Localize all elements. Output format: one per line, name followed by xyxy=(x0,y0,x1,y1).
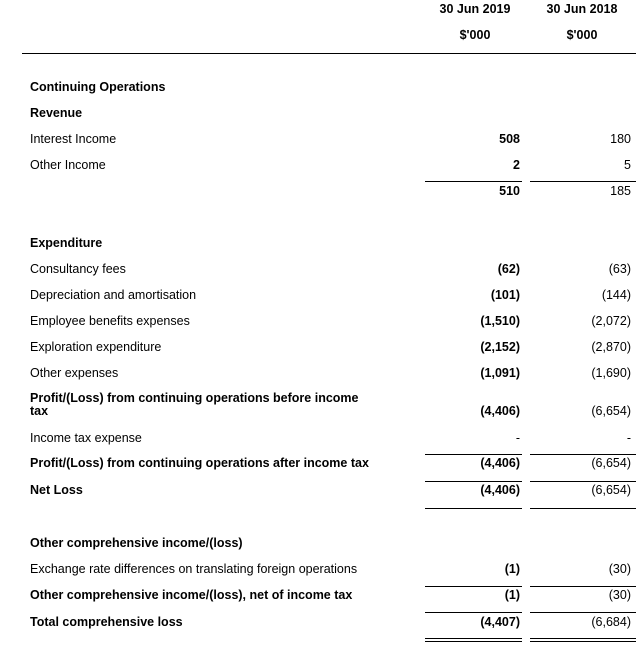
row-label-income-tax: Income tax expense xyxy=(30,431,142,445)
value-2018-total-comprehensive-loss: (6,684) xyxy=(591,615,631,629)
value-2018-exploration: (2,870) xyxy=(591,340,631,354)
total-double-rule-b-2018 xyxy=(530,641,636,642)
total-double-rule-b-2019 xyxy=(425,641,522,642)
row-label-profit-before-tax-line1: Profit/(Loss) from continuing operations before income xyxy=(30,391,359,405)
revenue-total-rule-2019 xyxy=(425,181,522,182)
header-divider xyxy=(22,53,636,54)
net-loss-rule-2019 xyxy=(425,481,522,482)
value-2019-consultancy-fees: (62) xyxy=(497,262,520,276)
value-2018-exchange-rate: (30) xyxy=(608,562,631,576)
row-label-employee-benefits: Employee benefits expenses xyxy=(30,314,190,328)
section-revenue: Revenue xyxy=(30,106,83,120)
net-loss-rule-2018 xyxy=(530,481,636,482)
row-label-profit-before-tax-line2: tax xyxy=(30,404,49,418)
value-2019-employee-benefits: (1,510) xyxy=(480,314,520,328)
value-2018-other-income: 5 xyxy=(624,158,631,172)
total-rule-2018 xyxy=(530,612,636,613)
section-oci: Other comprehensive income/(loss) xyxy=(30,536,243,550)
col-2018-unit: $'000 xyxy=(566,28,598,42)
net-loss-bottom-rule-2018 xyxy=(530,508,636,509)
profit-after-tax-rule-2018 xyxy=(530,454,636,455)
revenue-total-rule-2018 xyxy=(530,181,636,182)
col-2018-date: 30 Jun 2018 xyxy=(546,2,618,16)
value-2018-income-tax: - xyxy=(626,431,631,445)
profit-after-tax-rule-2019 xyxy=(425,454,522,455)
total-double-rule-a-2018 xyxy=(530,638,636,639)
value-2019-income-tax: - xyxy=(515,431,520,445)
value-2018-profit-after-tax: (6,654) xyxy=(591,456,631,470)
oci-net-rule-2018 xyxy=(530,586,636,587)
col-2019-date: 30 Jun 2019 xyxy=(439,2,511,16)
oci-net-rule-2019 xyxy=(425,586,522,587)
row-label-depreciation: Depreciation and amortisation xyxy=(30,288,197,302)
row-label-net-loss: Net Loss xyxy=(30,483,83,497)
value-2019-other-expenses: (1,091) xyxy=(480,366,520,380)
row-label-exchange-rate: Exchange rate differences on translating foreign operations xyxy=(30,562,358,576)
value-2019-exchange-rate: (1) xyxy=(504,562,520,576)
value-2018-depreciation: (144) xyxy=(601,288,631,302)
total-double-rule-a-2019 xyxy=(425,638,522,639)
value-2018-other-expenses: (1,690) xyxy=(591,366,631,380)
value-2018-interest-income: 180 xyxy=(610,132,631,146)
row-label-other-expenses: Other expenses xyxy=(30,366,119,380)
value-2018-revenue-total: 185 xyxy=(610,184,631,198)
row-label-interest-income: Interest Income xyxy=(30,132,117,146)
row-label-other-income: Other Income xyxy=(30,158,106,172)
net-loss-bottom-rule-2019 xyxy=(425,508,522,509)
value-2019-total-comprehensive-loss: (4,407) xyxy=(480,615,520,629)
value-2019-oci-net: (1) xyxy=(504,588,520,602)
section-expenditure: Expenditure xyxy=(30,236,103,250)
row-label-profit-after-tax: Profit/(Loss) from continuing operations after income tax xyxy=(30,456,369,470)
row-label-consultancy-fees: Consultancy fees xyxy=(30,262,126,276)
value-2019-profit-after-tax: (4,406) xyxy=(480,456,520,470)
col-2019-unit: $'000 xyxy=(459,28,491,42)
value-2018-oci-net: (30) xyxy=(608,588,631,602)
value-2018-profit-before-tax: (6,654) xyxy=(591,404,631,418)
row-label-exploration: Exploration expenditure xyxy=(30,340,162,354)
section-continuing-operations: Continuing Operations xyxy=(30,80,166,94)
value-2018-employee-benefits: (2,072) xyxy=(591,314,631,328)
value-2018-consultancy-fees: (63) xyxy=(608,262,631,276)
total-rule-2019 xyxy=(425,612,522,613)
value-2019-profit-before-tax: (4,406) xyxy=(480,404,520,418)
value-2019-other-income: 2 xyxy=(513,158,520,172)
row-label-oci-net: Other comprehensive income/(loss), net of income tax xyxy=(30,588,353,602)
value-2019-interest-income: 508 xyxy=(499,132,520,146)
row-label-total-comprehensive-loss: Total comprehensive loss xyxy=(30,615,183,629)
value-2019-net-loss: (4,406) xyxy=(480,483,520,497)
value-2019-revenue-total: 510 xyxy=(499,184,520,198)
value-2018-net-loss: (6,654) xyxy=(591,483,631,497)
value-2019-exploration: (2,152) xyxy=(480,340,520,354)
value-2019-depreciation: (101) xyxy=(490,288,520,302)
